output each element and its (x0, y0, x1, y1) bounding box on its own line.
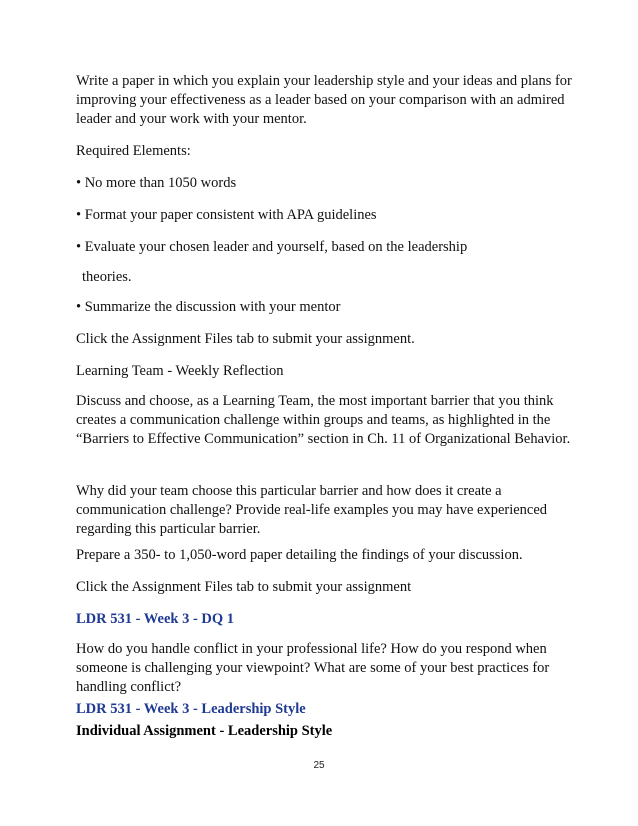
bullet-word-limit: • No more than 1050 words (76, 175, 237, 191)
prepare-paragraph: Prepare a 350- to 1,050-word paper detailing the findings of your discussion. (76, 547, 523, 563)
bullet-evaluate-continued: theories. (82, 269, 132, 285)
dq1-heading: LDR 531 - Week 3 - DQ 1 (76, 611, 235, 627)
why-paragraph: Why did your team choose this particular barrier and how does it create a communication challenge? Provide real-life examples you may have experienced regarding this particular barrier. (76, 483, 548, 537)
learning-team-title: Learning Team - Weekly Reflection (76, 363, 284, 379)
leadership-style-heading: LDR 531 - Week 3 - Leadership Style (76, 701, 306, 717)
intro-paragraph: Write a paper in which you explain your leadership style and your ideas and plans for improving your effectiveness as a leader based on your comparison with an admired leader and your work with your mentor. (76, 73, 572, 127)
page-number: 25 (313, 760, 325, 771)
required-elements-label: Required Elements: (76, 143, 191, 159)
submit-instruction-1: Click the Assignment Files tab to submit your assignment. (76, 331, 415, 347)
bullet-apa: • Format your paper consistent with APA guidelines (76, 207, 377, 223)
bullet-summarize: • Summarize the discussion with your mentor (76, 299, 341, 315)
discuss-paragraph: Discuss and choose, as a Learning Team, the most important barrier that you think creates a communication challenge within groups and teams, as highlighted in the “Barriers to Effective Communication” section in Ch. 11 of Organizational Behavior. (76, 393, 571, 447)
submit-instruction-2: Click the Assignment Files tab to submit your assignment (76, 579, 412, 595)
bullet-evaluate: • Evaluate your chosen leader and yourself, based on the leadership (76, 239, 468, 255)
dq1-body: How do you handle conflict in your professional life? How do you respond when someone is challenging your viewpoint? What are some of your best practices for handling conflict? (76, 641, 550, 695)
individual-assignment-heading: Individual Assignment - Leadership Style (76, 723, 333, 739)
